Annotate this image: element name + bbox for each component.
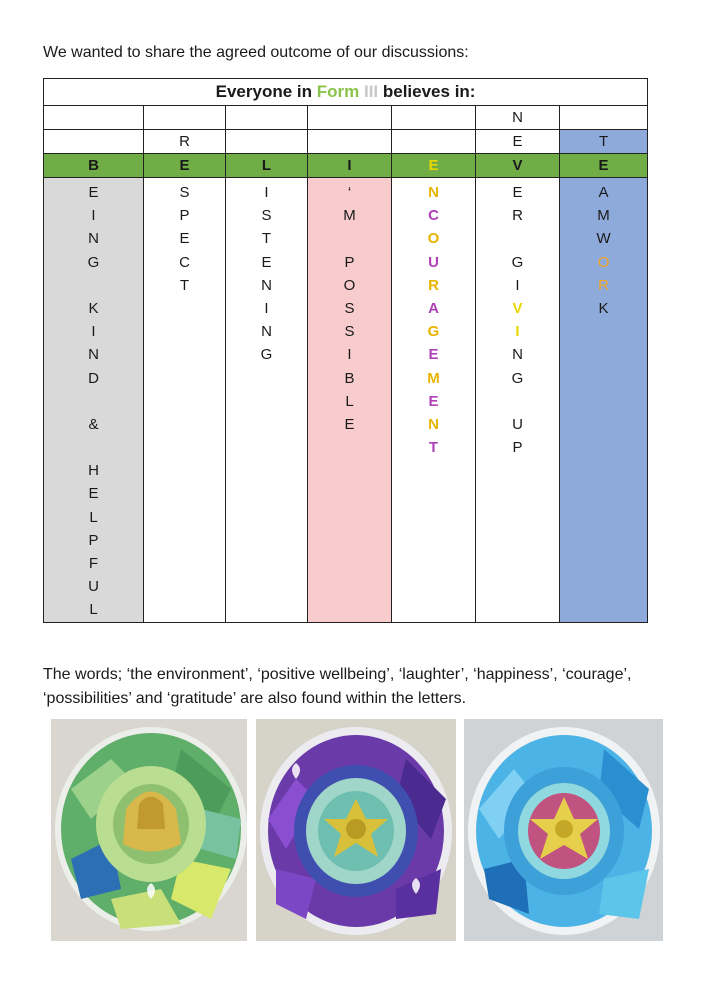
row-b-cell — [226, 130, 308, 154]
column-letter: K — [598, 299, 609, 317]
column-letter: E — [428, 392, 439, 410]
word-column-being-kind — [44, 178, 144, 623]
column-letter: N — [428, 184, 439, 201]
column-letter: K — [88, 299, 99, 317]
column-letter: E — [88, 485, 99, 503]
column-letter: I — [515, 276, 520, 294]
row-b-cell: T — [560, 130, 648, 154]
word-column-teamwork — [560, 178, 648, 623]
row-a-cell — [308, 106, 392, 130]
column-letter: H — [88, 462, 99, 480]
column-letter: M — [427, 369, 440, 387]
beliefs-table — [43, 78, 648, 623]
column-letter — [476, 390, 559, 413]
row-a-cell — [226, 106, 308, 130]
column-letter: E — [428, 346, 439, 364]
column-letter: U — [88, 578, 99, 596]
column-letter: F — [88, 555, 99, 572]
column-letter: P — [88, 531, 99, 549]
row-a-cell — [392, 106, 476, 130]
column-letter: ‘ — [347, 184, 352, 201]
column-letter — [44, 274, 143, 297]
column-letter: G — [511, 369, 524, 387]
column-letter: E — [179, 230, 190, 248]
column-letter: S — [344, 299, 355, 317]
column-letter: & — [88, 415, 99, 433]
believe-letter: E — [560, 154, 648, 178]
word-column-never-giving-up — [476, 178, 560, 623]
column-letter — [308, 227, 391, 250]
row-b-cell — [44, 130, 144, 154]
believe-letter: I — [308, 154, 392, 178]
column-letter: G — [427, 323, 440, 341]
row-b-cell — [308, 130, 392, 154]
column-letter: I — [91, 323, 96, 341]
table-title — [44, 79, 648, 106]
column-letter: S — [344, 323, 355, 341]
title-prefix: Everyone in — [215, 82, 317, 101]
column-letter: D — [88, 369, 99, 387]
craft-photo-purple-plate — [256, 719, 456, 941]
column-letter: N — [88, 346, 99, 364]
column-letter: M — [597, 207, 610, 225]
word-column-respect — [144, 178, 226, 623]
column-letter: O — [597, 253, 610, 271]
row-a-cell: N — [476, 106, 560, 130]
column-letter: T — [261, 230, 272, 248]
title-suffix: believes in: — [378, 82, 476, 101]
column-letter: L — [89, 508, 98, 526]
column-letter: G — [87, 253, 100, 271]
column-letter: G — [511, 253, 524, 271]
column-letter — [44, 436, 143, 459]
outro-text: The words; ‘the environment’, ‘positive wellbeing’, ‘laughter’, ‘happiness’, ‘courage’, ‘possibilities’ and ‘gratitude’ are also found within the letters. — [43, 666, 632, 707]
column-letter: L — [89, 601, 98, 619]
column-letter: L — [345, 392, 354, 410]
column-letter: I — [264, 299, 269, 317]
intro-text: We wanted to share the agreed outcome of our discussions: — [43, 44, 469, 61]
column-letter: T — [428, 439, 439, 457]
column-letter: A — [428, 299, 439, 317]
column-letter: U — [512, 415, 523, 433]
column-letter — [476, 227, 559, 250]
column-letter: N — [261, 276, 272, 294]
column-letter: B — [344, 369, 355, 387]
column-letter: P — [179, 207, 190, 225]
column-letter: C — [179, 253, 190, 271]
column-letter: E — [88, 184, 99, 201]
column-letter: R — [512, 207, 523, 225]
column-letter: A — [598, 184, 609, 201]
column-letter: O — [427, 230, 440, 248]
column-letter: N — [512, 346, 523, 364]
column-letter: T — [179, 276, 190, 294]
believe-letter: E — [392, 154, 476, 178]
row-b-cell: E — [476, 130, 560, 154]
column-letter: P — [512, 439, 523, 457]
column-letter: N — [88, 230, 99, 248]
believe-letter: E — [144, 154, 226, 178]
column-letter: I — [347, 346, 352, 364]
column-letter: N — [261, 323, 272, 341]
column-letter: R — [428, 276, 439, 294]
word-column-encouragement — [392, 178, 476, 623]
column-letter: V — [512, 299, 523, 317]
row-a-cell — [44, 106, 144, 130]
believe-letter: L — [226, 154, 308, 178]
word-column-listening — [226, 178, 308, 623]
believe-letter: V — [476, 154, 560, 178]
column-letter: E — [344, 415, 355, 433]
column-letter: M — [343, 207, 356, 225]
column-letter: G — [260, 346, 273, 364]
column-letter: W — [596, 230, 611, 248]
column-letter: I — [264, 184, 269, 201]
column-letter: E — [512, 184, 523, 201]
row-a-cell — [560, 106, 648, 130]
column-letter: S — [261, 207, 272, 225]
word-column-im-possible — [308, 178, 392, 623]
column-letter: R — [598, 276, 609, 294]
craft-photo-green-plate — [51, 719, 247, 941]
column-letter — [44, 390, 143, 413]
column-letter: O — [343, 276, 356, 294]
believe-letter: B — [44, 154, 144, 178]
row-a-cell — [144, 106, 226, 130]
craft-photo-blue-plate — [464, 719, 663, 941]
column-letter: P — [344, 253, 355, 271]
title-numeral: III — [363, 82, 379, 101]
column-letter: I — [91, 207, 96, 225]
title-form: Form — [316, 82, 360, 101]
row-b-cell: R — [144, 130, 226, 154]
row-b-cell — [392, 130, 476, 154]
column-letter: S — [179, 184, 190, 201]
column-letter: E — [261, 253, 272, 271]
column-letter: I — [515, 323, 520, 341]
column-letter: N — [428, 415, 439, 433]
column-letter: C — [428, 207, 439, 225]
column-letter: U — [428, 253, 439, 271]
